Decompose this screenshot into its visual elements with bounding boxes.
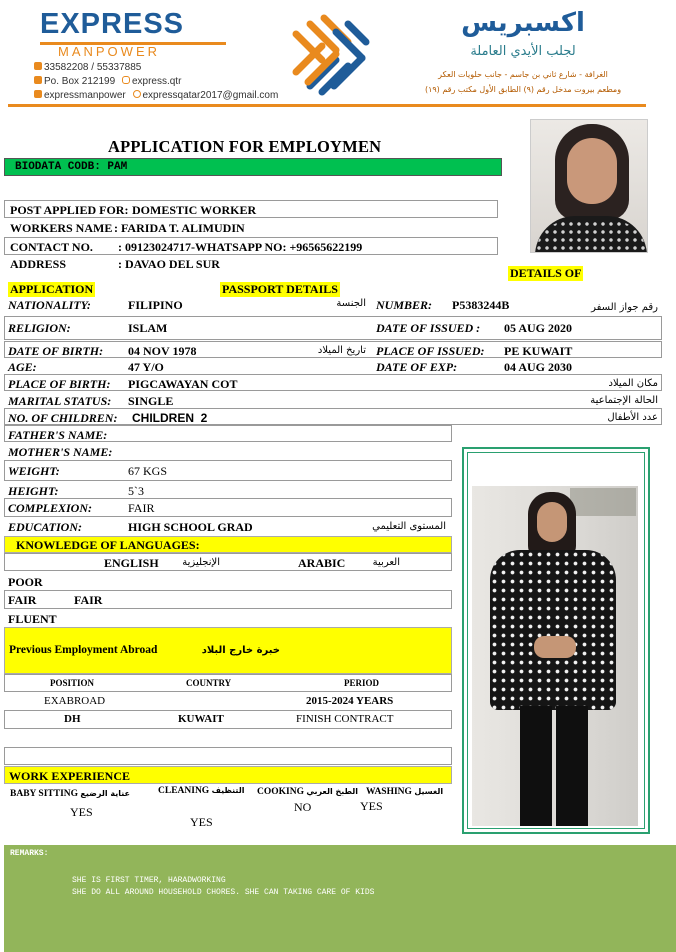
worker-name-value: : FARIDA T. ALIMUDIN	[114, 221, 245, 235]
dob-ar: تاريخ الميلاد	[317, 345, 366, 356]
photo-wall-shelf	[570, 488, 636, 516]
english-fair-value: FAIR	[74, 593, 103, 607]
cleaning-ar: التنظيف	[211, 786, 245, 795]
weight-row	[4, 460, 452, 481]
photo-face	[537, 502, 567, 542]
arabic-label: ARABIC	[298, 556, 346, 570]
education-label: EDUCATION:	[8, 520, 83, 534]
photo-blouse-dots	[490, 550, 616, 710]
post-value: DOMESTIC WORKER	[132, 203, 257, 217]
marital-value: SINGLE	[128, 394, 174, 408]
fair-row	[4, 590, 452, 609]
phone-icon	[34, 62, 42, 70]
photo-hands	[534, 636, 576, 658]
issued-date-value: 05 AUG 2020	[504, 321, 573, 335]
washing-label	[366, 787, 443, 797]
remarks-label: REMARKS:	[10, 849, 49, 858]
biodata-code: BIODATA CODB: PAM	[15, 161, 128, 173]
babysitting-value: YES	[70, 805, 93, 819]
phone-line: 33582208 / 55337885	[34, 62, 141, 73]
english-ar: الإنجليزية	[182, 557, 220, 568]
issued-place-label: PLACE OF ISSUED:	[376, 344, 485, 358]
arabic-sub: لجلب الأيدي العاملة	[470, 44, 576, 59]
email-icon	[133, 90, 141, 98]
cooking-en: COOKING	[257, 787, 304, 797]
expiry-label: DATE OF EXP:	[376, 360, 458, 374]
cleaning-en: CLEANING	[158, 786, 210, 796]
languages-heading: KNOWLEDGE OF LANGUAGES:	[16, 538, 200, 552]
applicant-portrait	[530, 119, 648, 253]
details-of-label: DETAILS OF	[510, 266, 582, 280]
cleaning-value: YES	[190, 815, 213, 829]
row2-period: FINISH CONTRACT	[296, 713, 394, 725]
dob-value: 04 NOV 1978	[128, 344, 197, 358]
snapchat-icon	[34, 90, 42, 98]
remarks-panel	[4, 845, 676, 952]
contact-label: CONTACT NO.	[10, 240, 93, 254]
washing-en: WASHING	[366, 787, 412, 797]
pob-value: PIGCAWAYAN COT	[128, 377, 238, 391]
arabic-addr2: ومطعم بيروت مدخل رقم (٩) الطابق الأول مكتب رقم (١٩)	[424, 85, 622, 94]
pobox-line: Po. Box 212199 express.qtr	[34, 76, 181, 87]
religion-value: ISLAM	[128, 321, 168, 335]
expiry-value: 04 AUG 2030	[504, 360, 573, 374]
remarks-line2: SHE DO ALL AROUND HOUSEHOLD CHORES. SHE CAN TAKING CARE OF KIDS	[72, 888, 375, 897]
age-label: AGE:	[8, 360, 37, 374]
previous-row4	[4, 747, 452, 765]
children-label: NO. OF CHILDREN:	[8, 411, 118, 425]
issued-date-label: DATE OF ISSUED :	[376, 321, 481, 335]
children-ar: عدد الأطفال	[607, 412, 658, 423]
pob-label: PLACE OF BIRTH:	[8, 377, 111, 391]
poor-label: POOR	[8, 575, 43, 589]
english-label: ENGLISH	[104, 556, 159, 570]
application-label: APPLICATION	[10, 282, 94, 296]
address-label: ADDRESS	[10, 257, 67, 271]
babysitting-label	[10, 789, 130, 799]
arabic-brand: اكسبريس	[461, 8, 585, 38]
portrait-dots	[535, 220, 647, 253]
mother-label: MOTHER'S NAME:	[8, 445, 113, 459]
photo-pants-left	[520, 706, 552, 826]
mailbox-icon	[34, 76, 42, 84]
portrait-face	[567, 138, 617, 204]
weight-value: 67 KGS	[128, 464, 168, 478]
children-value: CHILDREN 2	[132, 411, 208, 425]
biodata-code-bar	[4, 158, 502, 176]
pob-ar: مكان الميلاد	[608, 378, 658, 389]
cleaning-label	[158, 786, 244, 796]
photo-pants-right	[556, 706, 588, 826]
fluent-label: FLUENT	[8, 612, 57, 626]
row2-position: DH	[64, 713, 81, 725]
post-label: POST APPLIED FOR:	[10, 203, 129, 217]
marital-ar: الحالة الإجتماعية	[590, 395, 658, 406]
marital-label: MARITAL STATUS:	[8, 394, 112, 408]
full-body-photo	[472, 486, 638, 826]
address-value: : DAVAO DEL SUR	[118, 257, 220, 271]
babysitting-ar: عناية الرضيع	[80, 789, 130, 798]
row2-country: KUWAIT	[178, 713, 224, 725]
father-label: FATHER'S NAME:	[8, 428, 108, 442]
nationality-value: FILIPINO	[128, 298, 183, 312]
passport-number-label: NUMBER:	[376, 298, 433, 312]
babysitting-en: BABY SITTING	[10, 789, 79, 799]
passport-number-value: P5383244B	[452, 298, 510, 312]
washing-value: YES	[360, 799, 383, 813]
arabic-ar: العربية	[372, 557, 400, 568]
complexion-label: COMPLEXION:	[8, 501, 93, 515]
company-header	[0, 0, 676, 110]
email-line: expressmanpower expressqatar2017@gmail.com	[34, 90, 278, 101]
cooking-label	[257, 787, 358, 797]
religion-label: RELIGION:	[8, 321, 71, 335]
col-country: COUNTRY	[186, 678, 232, 688]
row1-period: 2015-2024 YEARS	[306, 695, 394, 707]
education-value: HIGH SCHOOL GRAD	[128, 520, 253, 534]
company-logo-icon	[286, 14, 372, 96]
washing-ar: الغسيل	[414, 787, 444, 796]
height-value: 5`3	[128, 484, 144, 498]
fair-label: FAIR	[8, 593, 37, 607]
cooking-value: NO	[294, 800, 312, 814]
work-experience-heading: WORK EXPERIENCE	[9, 769, 131, 783]
dob-label: DATE OF BIRTH:	[8, 344, 104, 358]
header-rule	[8, 104, 646, 107]
weight-label: WEIGHT:	[8, 464, 60, 478]
age-value: 47 Y/O	[128, 360, 164, 374]
passport-details-label: PASSPORT DETAILS	[222, 282, 338, 296]
nationality-label: NATIONALITY:	[8, 298, 91, 312]
complexion-value: FAIR	[128, 501, 155, 515]
page-title: APPLICATION FOR EMPLOYMEN	[108, 137, 382, 156]
previous-employment-ar: خبرة خارج البلاد	[201, 645, 280, 656]
col-period: PERIOD	[344, 678, 380, 688]
contact-value: : 09123024717-WHATSAPP NO: +96565622199	[118, 240, 363, 254]
remarks-line1: SHE IS FIRST TIMER, HARADWORKING	[72, 876, 226, 885]
row1-position: EXABROAD	[44, 695, 106, 707]
instagram-icon	[122, 76, 130, 84]
passport-number-ar: رقم جواز السفر	[591, 302, 658, 313]
height-label: HEIGHT:	[8, 484, 59, 498]
issued-place-value: PE KUWAIT	[504, 344, 573, 358]
arabic-addr1: الغرافة - شارع ثاني بن جاسم - جانب حلويات العكر	[438, 70, 608, 79]
education-ar: المستوى التعليمي	[372, 521, 446, 532]
brand-manpower: MANPOWER	[58, 44, 160, 59]
nationality-ar: الجنسة	[336, 298, 366, 309]
col-position: POSITION	[50, 678, 95, 688]
previous-employment-heading: Previous Employment Abroad	[9, 644, 158, 656]
cooking-ar: الطبخ العربي	[306, 787, 359, 796]
worker-name-label: WORKERS NAME	[10, 221, 113, 235]
brand-express: EXPRESS	[40, 8, 184, 40]
